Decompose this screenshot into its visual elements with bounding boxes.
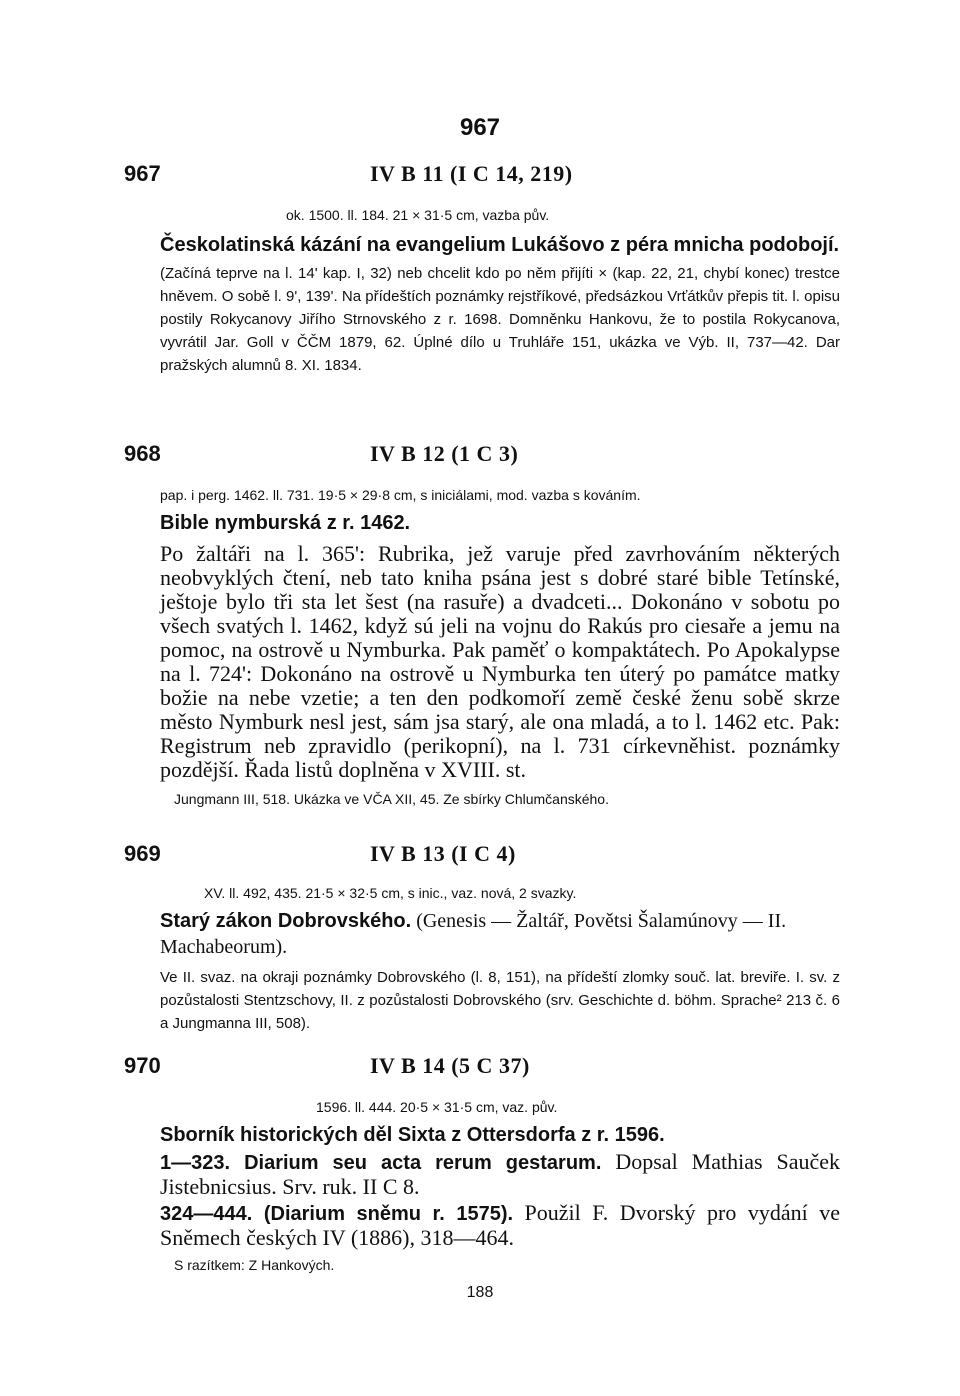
entry-heading [124, 1052, 840, 1082]
entry-part-2-label: 324—444. (Diarium sněmu r. 1575). [160, 1203, 514, 1225]
entry-part-1-label: 1—323. Diarium seu acta rerum gestarum. [160, 1152, 602, 1174]
entry-title-contents: (Genesis — Žaltář, Povětsi Šalamúnovy — II. Machabeorum). [160, 910, 787, 958]
entry-part-1-text: Dopsal Mathias Sauček Jistebnicsius. Srv. ruk. II C 8. [160, 1149, 841, 1199]
entry-body: Po žaltáři na l. 365': Rubrika, jež varuje před zavrhováním některých neobvyklých čtení, neb tato kniha psána jest s dobré staré bible Tetínské, ještoje bylo tři sta let šest (na rasuře) a dvadceti... Dokonáno v sobotu po všech svatých l. 1462, když sú jeli na vojnu do Rakús pro ciesaře a jemu na pomoc, na ostrově u Nymburka. Pak paměť o kompaktátech. Po Apokalypse na l. 724': Dokonáno na ostrově u Nymburka ten úterý po památce matky božie na nebe vzetie; a ten den podkomoří země české ženu sobě skrze město Nymburk nesl jest, sám jsa starý, ale ona mladá, a to l. 1462 etc. Pak: Registrum neb zpravidlo (perikopní), na l. 731 církevněhist. poznámky pozdější. Řada listů doplněna v XVIII. st. [160, 541, 840, 782]
entry-heading [124, 840, 840, 870]
entry-references: Jungmann III, 518. Ukázka ve VČA XII, 45. Ze sbírky Chlumčanského. [174, 791, 609, 807]
entry-heading [124, 440, 840, 470]
entry-number: 967 [124, 161, 161, 186]
entry-signature: IV B 11 (I C 14, 219) [370, 161, 573, 186]
entry-part-2 [160, 1201, 840, 1250]
entry-physical-description: ok. 1500. ll. 184. 21 × 31·5 cm, vazba pův. [286, 207, 550, 223]
entry-title [160, 908, 840, 960]
entry-part-1 [160, 1150, 840, 1199]
entry-signature: IV B 12 (1 C 3) [370, 441, 519, 466]
entry-provenance-note: S razítkem: Z Hankových. [174, 1257, 335, 1273]
entry-heading [124, 160, 840, 190]
entry-physical-description: pap. i perg. 1462. ll. 731. 19·5 × 29·8 cm, s iniciálami, mod. vazba s kováním. [160, 487, 641, 503]
catalog-entry-967 [124, 160, 840, 377]
entry-title: Sborník historických děl Sixta z Ottersdorfa z r. 1596. [160, 1124, 665, 1146]
catalog-entry-968 [124, 440, 840, 810]
entry-number: 970 [124, 1053, 161, 1078]
entry-title: Českolatinská kázání na evangelium Lukášovo z péra mnicha podobojí. [160, 234, 840, 256]
entry-part-2-text: Použil F. Dvorský pro vydání ve Sněmech českých IV (1886), 318—464. [160, 1200, 840, 1250]
catalog-entry-970 [124, 1052, 840, 1276]
entry-title: Bible nymburská z r. 1462. [160, 512, 411, 534]
entry-number: 969 [124, 841, 161, 866]
page-number: 188 [466, 1284, 494, 1301]
entry-description: (Začíná teprve na l. 14' kap. I, 32) neb chcelit kdo po něm přijíti × (kap. 22, 21, chybí konec) trestce hněvem. O sobě l. 9', 139'. Na přídeštích poznámky rejstříkové, předsázkou Vrťátkův přepis tit. l. opisu postily Rokycanovy Jiřího Strnovského z r. 1698. Domněnku Hankovu, že to postila Rokycanova, vyvrátil Jar. Goll v ČČM 1879, 62. Úplné dílo u Truhláře 151, ukázka ve Výb. II, 737—42. Dar pražských alumnů 8. XI. 1834. [160, 265, 840, 374]
entry-number: 968 [124, 441, 161, 466]
entry-signature: IV B 13 (I C 4) [370, 841, 516, 866]
entry-title-main: Starý zákon Dobrovského. [160, 910, 412, 932]
entry-physical-description: XV. ll. 492, 435. 21·5 × 32·5 cm, s inic., vaz. nová, 2 svazky. [204, 885, 577, 901]
entry-physical-description: 1596. ll. 444. 20·5 × 31·5 cm, vaz. pův. [316, 1099, 558, 1115]
entry-signature: IV B 14 (5 C 37) [370, 1053, 530, 1078]
running-head: 967 [459, 114, 501, 141]
catalog-entry-969 [124, 840, 840, 1035]
entry-description: Ve II. svaz. na okraji poznámky Dobrovského (l. 8, 151), na přídeští zlomky souč. lat. breviře. I. sv. z pozůstalosti Stentzschovy, II. z pozůstalosti Dobrovského (srv. Geschichte d. böhm. Sprache² 213 č. 6 a Jungmanna III, 508). [160, 969, 840, 1032]
